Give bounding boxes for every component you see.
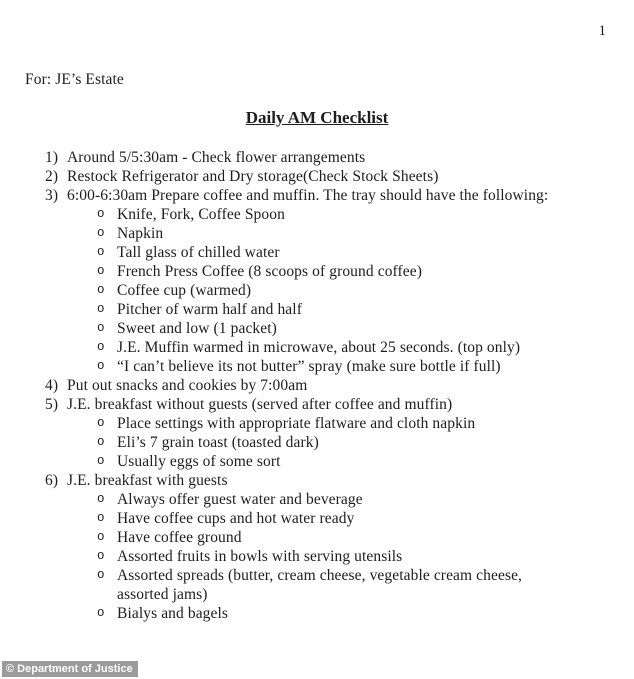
sub-list-item — [45, 433, 610, 452]
recipient-line: For: JE’s Estate — [25, 71, 124, 88]
circle-bullet: o — [97, 606, 105, 620]
item-number: 2) — [45, 168, 59, 185]
circle-bullet: o — [97, 416, 105, 430]
sub-list-item — [45, 243, 610, 262]
sub-item-text: Sweet and low (1 packet) — [117, 320, 277, 337]
sub-list-item — [45, 547, 610, 566]
sub-item-text: “I can’t believe its not butter” spray (make sure bottle if full) — [117, 358, 501, 375]
sub-item-text: Pitcher of warm half and half — [117, 301, 302, 318]
sub-item-text: Knife, Fork, Coffee Spoon — [117, 206, 285, 223]
sub-item-text: J.E. Muffin warmed in microwave, about 25 seconds. (top only) — [117, 339, 521, 356]
doc-title: Daily AM Checklist — [245, 108, 389, 127]
sub-item-text: Bialys and bagels — [117, 605, 229, 622]
sub-item-text: Eli’s 7 grain toast (toasted dark) — [117, 434, 319, 451]
list-item — [45, 186, 610, 205]
item-text: J.E. breakfast without guests (served after coffee and muffin) — [67, 396, 453, 413]
circle-bullet: o — [97, 511, 105, 525]
sub-list-item — [45, 414, 610, 433]
list-item — [45, 395, 610, 414]
circle-bullet: o — [97, 226, 105, 240]
sub-list-item — [45, 509, 610, 528]
sub-item-text: Usually eggs of some sort — [117, 453, 281, 470]
sub-item-text: Always offer guest water and beverage — [117, 491, 363, 508]
circle-bullet: o — [97, 207, 105, 221]
circle-bullet: o — [97, 245, 105, 259]
circle-bullet: o — [97, 359, 105, 373]
sub-item-text: Have coffee ground — [117, 529, 242, 546]
sub-list-item — [45, 452, 610, 471]
list-item — [45, 471, 610, 490]
list-item — [45, 148, 610, 167]
item-number: 1) — [45, 149, 59, 166]
item-number: 6) — [45, 472, 59, 489]
sub-list-item — [45, 566, 610, 604]
sub-list-item — [45, 262, 610, 281]
circle-bullet: o — [97, 530, 105, 544]
circle-bullet: o — [97, 340, 105, 354]
circle-bullet: o — [97, 264, 105, 278]
circle-bullet: o — [97, 454, 105, 468]
sub-item-text: Napkin — [117, 225, 164, 242]
circle-bullet: o — [97, 435, 105, 449]
item-text: Restock Refrigerator and Dry storage(Check Stock Sheets) — [67, 168, 439, 185]
item-text: Around 5/5:30am - Check flower arrangements — [67, 149, 366, 166]
sub-list-item — [45, 300, 610, 319]
circle-bullet: o — [97, 492, 105, 506]
circle-bullet: o — [97, 568, 105, 582]
sub-list-item — [45, 338, 610, 357]
sub-item-text: Coffee cup (warmed) — [117, 282, 252, 299]
circle-bullet: o — [97, 283, 105, 297]
item-text: Put out snacks and cookies by 7:00am — [67, 377, 308, 394]
sub-list-item — [45, 528, 610, 547]
sub-item-text: French Press Coffee (8 scoops of ground coffee) — [117, 263, 423, 280]
list-item — [45, 376, 610, 395]
item-text: 6:00-6:30am Prepare coffee and muffin. The tray should have the following: — [67, 187, 549, 204]
sub-list-item — [45, 604, 610, 623]
doj-watermark-badge: © Department of Justice — [2, 661, 138, 677]
sub-list-item — [45, 224, 610, 243]
sub-list-item — [45, 490, 610, 509]
sub-list-item — [45, 319, 610, 338]
circle-bullet: o — [97, 321, 105, 335]
list-item — [45, 167, 610, 186]
checklist — [45, 148, 610, 623]
item-number: 3) — [45, 187, 59, 204]
sub-item-text: Assorted fruits in bowls with serving utensils — [117, 548, 403, 565]
sub-list-item — [45, 281, 610, 300]
item-number: 5) — [45, 396, 59, 413]
sub-list-item — [45, 357, 610, 376]
sub-list-item — [45, 205, 610, 224]
page-number: 1 — [598, 23, 606, 39]
sub-item-text: Have coffee cups and hot water ready — [117, 510, 355, 527]
item-number: 4) — [45, 377, 59, 394]
sub-item-text: Place settings with appropriate flatware and cloth napkin — [117, 415, 476, 432]
circle-bullet: o — [97, 302, 105, 316]
sub-item-text: Tall glass of chilled water — [117, 244, 280, 261]
circle-bullet: o — [97, 549, 105, 563]
item-text: J.E. breakfast with guests — [67, 472, 228, 489]
sub-item-text: Assorted spreads (butter, cream cheese, vegetable cream cheese, assorted jams) — [117, 567, 523, 603]
